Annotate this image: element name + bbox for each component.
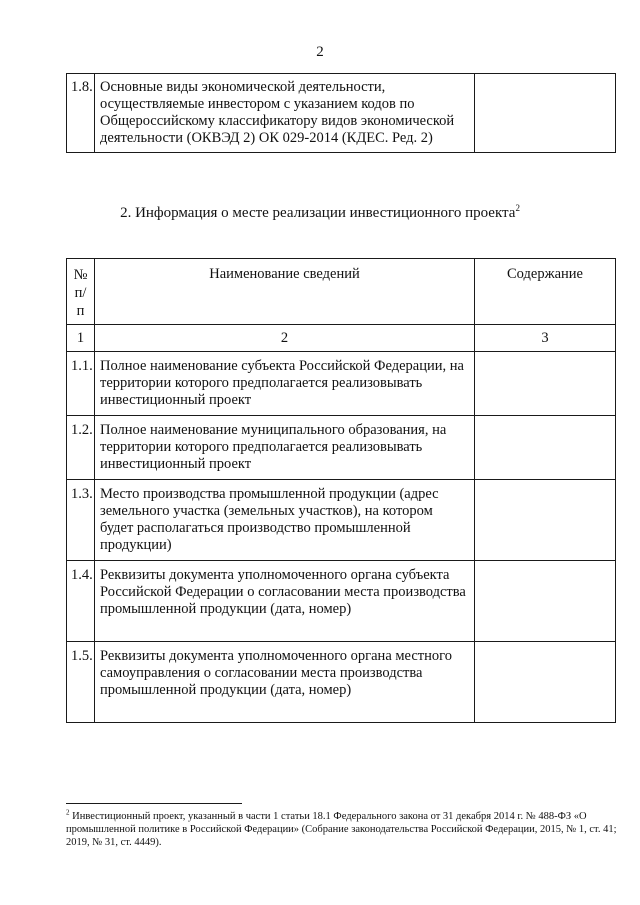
column-numbers-row [67,325,616,352]
row-number: 1.5. [67,642,95,723]
footnote-divider [66,803,242,804]
table-row [67,416,616,480]
row-content-cell [475,642,616,723]
footnote-reference: 2 [515,203,520,213]
row-text: Реквизиты документа уполномоченного органа местного самоуправления о согласовании места производства промышленной продукции (дата, номер) [95,642,475,723]
row-number: 1.8. [67,74,95,153]
header-row [67,259,616,325]
row-text: Полное наименование муниципального образования, на территории которого предполагается реализовывать инвестиционный проект [95,416,475,480]
row-content-cell [475,352,616,416]
table-row [67,561,616,642]
table-row [67,74,616,153]
header-content: Содержание [475,259,616,325]
footnote-text: Инвестиционный проект, указанный в части 1 статьи 18.1 Федерального закона от 31 декабря 2014 г. № 488-ФЗ «О промышленной политике в Российской Федерации» (Собрание законодательства Российской Федерации, 2015, № 1, ст. 41; 2019, № 31, ст. 4449). [66,811,617,848]
row-text: Место производства промышленной продукции (адрес земельного участка (земельных участков), на котором будет располагаться производство промышленной продукции) [95,480,475,561]
section-title [0,205,640,222]
header-num: № п/п [67,259,95,325]
row-text: Реквизиты документа уполномоченного органа субъекта Российской Федерации о согласовании места производства промышленной продукции (дата, номер) [95,561,475,642]
header-name: Наименование сведений [95,259,475,325]
footnote-mark: 2 [66,808,70,817]
page-number: 2 [316,44,324,60]
column-number: 3 [475,325,616,352]
footnote [66,810,622,849]
row-text: Полное наименование субъекта Российской Федерации, на территории которого предполагается реализовывать инвестиционный проект [95,352,475,416]
row-number: 1.1. [67,352,95,416]
main-table [66,258,616,723]
column-number: 1 [67,325,95,352]
row-content-cell [475,74,616,153]
table-row [67,352,616,416]
row-number: 1.2. [67,416,95,480]
section-title-text: 2. Информация о месте реализации инвестиционного проекта [120,205,516,221]
row-content-cell [475,561,616,642]
row-content-cell [475,416,616,480]
row-number: 1.3. [67,480,95,561]
row-text: Основные виды экономической деятельности, осуществляемые инвестором с указанием кодов по Общероссийскому классификатору видов экономической деятельности (ОКВЭД 2) ОК 029-2014 (КДЕС. Ред. 2) [95,74,475,153]
column-number: 2 [95,325,475,352]
row-number: 1.4. [67,561,95,642]
table-row [67,480,616,561]
top-table [66,73,616,153]
table-row [67,642,616,723]
row-content-cell [475,480,616,561]
